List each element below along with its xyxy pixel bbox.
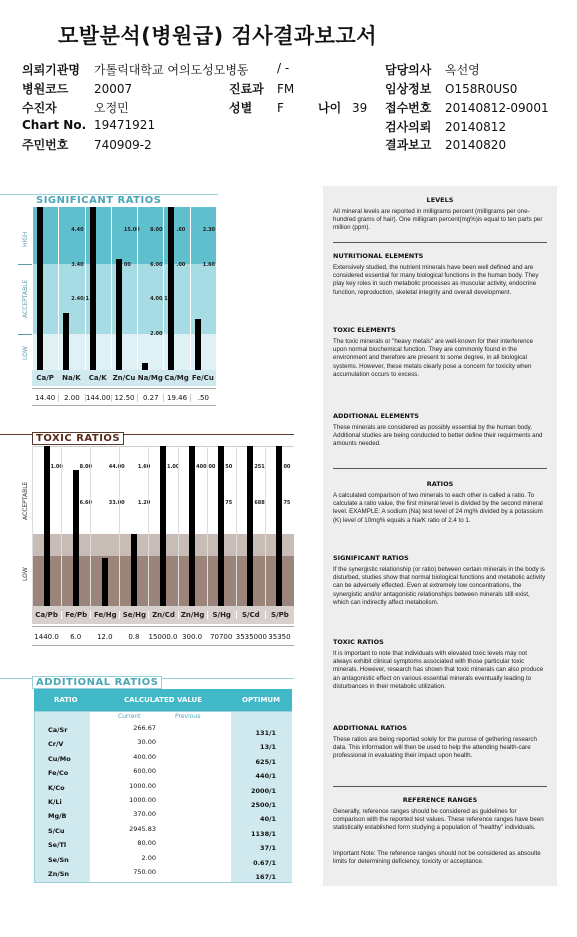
add-optimum-Ca/Sr: 131/1: [255, 729, 276, 737]
tox-tick-mid-S/Cd: 688: [254, 500, 265, 506]
significant-ratios-chart: [32, 207, 216, 370]
additional-ratios-header: [34, 689, 292, 711]
additional-elements-text: These minerals are considered as possibly essential by the human body. Additional studies are being conducted to better define their requirments and amounts needed.: [333, 424, 543, 448]
sig-tick-mid-Ca/Mg: .00: [176, 262, 186, 268]
sig-tick-mid-Na/Mg: 6.00: [150, 262, 163, 268]
tox-bar-S/Hg: [218, 446, 224, 606]
sig-cat-Ca/K: Ca/K: [88, 374, 107, 382]
tox-val-S/Cd: 3535000: [235, 633, 267, 641]
add-ratio-Zn/Sn: Zn/Sn: [48, 870, 70, 878]
add-current-Cr/V: 30.00: [137, 738, 156, 747]
sig-tick-high-Ca/Mg: .60: [176, 227, 186, 233]
tox-tick-top-S/Hg: 50: [225, 464, 233, 470]
add-ratio-Cu/Mo: Cu/Mo: [48, 754, 71, 763]
col-optimum: OPTIMUM: [242, 696, 281, 704]
sig-tick-mid-Zn/Cu: 00: [123, 262, 131, 268]
tox-bar-Ca/Pb: [44, 446, 50, 606]
sig-bar-Ca/K: [90, 207, 96, 370]
tox-bar-Se/Hg: [131, 534, 137, 606]
info-doctor: 담당의사 옥선영: [385, 63, 480, 77]
additional-ratios-title: ADDITIONAL RATIOS: [32, 676, 162, 689]
ratios-text: A calculated comparison of two minerals to each other is called a ratio. To calculate a ratio value, the first mineral level is divided by the second mineral level. EXAMPLE: A sodium (Na) test level of 24 mg% divided by a potassium (K) level of 10mg% equals a Na/K ratio of 2.4 to 1.: [333, 492, 543, 524]
add-ratio-Mg/B: Mg/B: [48, 812, 67, 821]
add-optimum-Zn/Sn: 167/1: [255, 873, 276, 881]
sig-cat-Zn/Cu: Zn/Cu: [112, 374, 136, 382]
add-optimum-Fe/Co: 440/1: [255, 772, 276, 781]
tox-tick-top-Zn/Cd: 1.00: [167, 464, 180, 470]
tox-tick-top-Fe/Hg: 44.00: [108, 464, 125, 470]
add-current-Zn/Sn: 750.00: [133, 868, 156, 876]
sig-bar-Fe/Cu: [195, 319, 201, 370]
sig-tick-low-Na/Mg: 2.00: [150, 331, 163, 337]
info-slash: / -: [277, 61, 290, 75]
sig-tick-mid-Na/K: 3.40: [71, 262, 84, 268]
sig-cat-Na/K: Na/K: [62, 374, 81, 382]
tox-cat-S/Pb: S/Pb: [265, 611, 294, 619]
col-current: Current: [118, 713, 141, 720]
sig-val-Zn/Cu: 12.50: [111, 394, 137, 402]
add-current-K/Li: 1000.00: [129, 796, 156, 804]
add-optimum-Cu/Mo: 625/1: [255, 757, 276, 766]
add-current-K/Co: 1000.00: [129, 781, 156, 790]
info-receipt-no: 접수번호 20140812-09001: [385, 101, 549, 115]
additional-ratios-heading: ADDITIONAL RATIOS: [333, 724, 408, 732]
add-current-Se/Sn: 2.00: [141, 853, 156, 862]
sig-tick-high-Fe/Cu: 2.30: [202, 227, 216, 233]
add-current-Se/Tl: 80.00: [137, 839, 156, 848]
sig-tick-high-Zn/Cu: 15.00: [123, 227, 140, 233]
info-request-date: 검사의뢰 20140812: [385, 120, 507, 134]
sig-cat-Ca/P: Ca/P: [36, 374, 54, 382]
nutritional-heading: NUTRITIONAL ELEMENTS: [333, 252, 424, 260]
add-ratio-K/Co: K/Co: [48, 783, 65, 792]
tox-bar-Fe/Pb: [73, 470, 79, 606]
col-ratio: RATIO: [54, 696, 78, 704]
toxic-elements-heading: TOXIC ELEMENTS: [333, 326, 396, 334]
significant-ratios-categories: [32, 370, 216, 386]
sig-bar-Na/K: [63, 313, 69, 370]
tox-val-Zn/Hg: 300.0: [182, 633, 203, 641]
tox-cat-Zn/Cd: Zn/Cd: [148, 611, 177, 619]
tox-bar-S/Pb: [276, 446, 282, 606]
tox-val-S/Hg: 70700: [210, 633, 233, 641]
info-institution: 의뢰기관명 가톨릭대학교 여의도성모병동: [22, 63, 249, 77]
tox-cat-Se/Hg: Se/Hg: [119, 611, 148, 619]
tox-bar-Zn/Hg: [189, 446, 195, 606]
tox-cat-S/Cd: S/Cd: [236, 611, 265, 619]
toxic-ratios-categories: [32, 606, 294, 624]
sig-val-Ca/K: 144.00: [85, 394, 111, 402]
sig-tick-high-Na/K: 4.40: [71, 227, 84, 233]
toxic-zone-low-label: LOW: [22, 567, 29, 581]
sig-val-Ca/P: 14.40: [35, 394, 56, 402]
additional-ratios-text: These ratios are being reported solely for the purose of gethering research data. This information will then be used to help the attending health-care professional in evaluating their impact upon health.: [333, 736, 537, 760]
add-ratio-Fe/Co: Fe/Co: [48, 769, 69, 778]
sig-tick-mid-Fe/Cu: 1.60: [202, 262, 216, 268]
add-ratio-K/Li: K/Li: [48, 798, 62, 806]
tox-bar-Fe/Hg: [102, 558, 108, 606]
toxic-ratios-values: [32, 626, 294, 646]
add-current-Cu/Mo: 400.00: [133, 752, 156, 761]
levels-heading: LEVELS: [426, 196, 454, 204]
zone-acceptable-label: ACCEPTABLE: [22, 279, 29, 318]
reference-ranges-heading: REFERENCE RANGES: [402, 796, 478, 804]
add-optimum-S/Cu: 1138/1: [251, 829, 276, 838]
info-report-date: 결과보고 20140820: [385, 138, 507, 152]
tox-cat-Ca/Pb: Ca/Pb: [35, 611, 58, 619]
tox-tick-top-Zn/Hg: 400.00: [196, 464, 216, 470]
toxic-ratios-chart: [32, 446, 294, 606]
tox-cat-Zn/Hg: Zn/Hg: [178, 611, 207, 619]
sig-col-Ca/P: [32, 207, 58, 370]
sig-cat-Fe/Cu: Fe/Cu: [191, 374, 214, 382]
sig-tick-acc-Na/Mg: 4.00/1: [150, 296, 168, 302]
tox-tick-top-S/Cd: 251: [254, 464, 265, 470]
sig-val-Fe/Cu: .50: [190, 394, 216, 402]
info-department: 진료과 FM: [229, 82, 295, 96]
tox-val-Ca/Pb: 1440.0: [34, 633, 59, 641]
add-optimum-Se/Sn: 0.67/1: [253, 858, 276, 867]
sig-bar-Na/Mg: [142, 363, 148, 370]
add-ratio-Se/Tl: Se/Tl: [48, 841, 67, 850]
add-optimum-Cr/V: 13/1: [260, 743, 276, 752]
tox-bar-Zn/Cd: [160, 446, 166, 606]
toxic-ratios-heading: TOXIC RATIOS: [333, 638, 384, 646]
add-optimum-Se/Tl: 37/1: [260, 844, 276, 853]
ratios-heading: RATIOS: [426, 480, 454, 488]
report-title: 모발분석(병원급) 검사결과보고서: [58, 24, 378, 48]
explanation-panel: [323, 186, 557, 886]
sig-bar-Ca/P: [37, 207, 43, 370]
tox-tick-mid-Fe/Hg: 33.00: [108, 500, 125, 506]
info-patient: 수진자 오정민: [22, 101, 129, 115]
sig-tick-high-Na/Mg: 8.00: [150, 227, 163, 233]
tox-tick-mid-S/Hg: 75: [225, 500, 233, 506]
sig-tick-acc-Na/K: 2.40/1: [71, 296, 89, 302]
col-previous: Previous: [175, 713, 201, 720]
add-optimum-K/Li: 2500/1: [251, 801, 276, 809]
add-optimum-K/Co: 2000/1: [251, 786, 276, 795]
info-resident-no: 주민번호 740909-2: [22, 138, 152, 152]
sig-cat-Ca/Mg: Ca/Mg: [164, 374, 189, 382]
important-note-text: Important Note: The reference ranges should not be considered as absoulte limits for determining deficiency, toxicity or acceptance.: [333, 850, 541, 866]
reference-ranges-text: Generally, reference ranges should be considered as guidelines for comparison with the reported test values. These reference ranges have been statistically established form studying a population of "healthy" individuals.: [333, 808, 544, 832]
info-age: 나이 39: [318, 101, 368, 115]
info-chart-no: Chart No. 19471921: [22, 118, 156, 132]
tox-val-Se/Hg: 0.8: [128, 633, 140, 641]
add-current-Mg/B: 370.00: [133, 810, 156, 819]
sig-bar-Ca/Mg: [168, 207, 174, 370]
zone-low-label: LOW: [22, 346, 29, 360]
tox-val-S/Pb: 35350: [268, 633, 291, 641]
add-ratio-Ca/Sr: Ca/Sr: [48, 726, 68, 734]
tox-val-Fe/Hg: 12.0: [96, 633, 113, 641]
tox-cat-Fe/Hg: Fe/Hg: [90, 611, 119, 619]
toxic-elements-text: The toxic minerals or "heavy metals" are well-known for their interference upon normal biochemical function. They are commonly found in the environment and therefore are present to some degree, in all biological systems. However, these metals clearly pose a concern for toxicity when accumulation occurs to excess.: [333, 338, 534, 378]
tox-tick-mid-Fe/Pb: 6.60: [79, 500, 92, 506]
sig-bar-Zn/Cu: [116, 259, 122, 370]
levels-text: All mineral levels are reported in milligrams percent (milligrams per one-hundred grams of hair). One milligram percent(mg%)is equal to ten parts per million (ppm).: [333, 208, 543, 232]
info-gender: 성별 F: [229, 101, 284, 115]
tox-tick-mid-Se/Hg: 1.20: [137, 500, 151, 506]
tox-cat-Fe/Pb: Fe/Pb: [61, 611, 90, 619]
add-current-Ca/Sr: 266.67: [133, 724, 156, 732]
add-ratio-Cr/V: Cr/V: [48, 740, 64, 749]
add-current-S/Cu: 2945.83: [129, 824, 156, 833]
significant-ratios-heading: SIGNIFICANT RATIOS: [333, 554, 409, 562]
sig-cat-Na/Mg: Na/Mg: [137, 374, 163, 382]
col-calculated: CALCULATED VALUE: [124, 696, 203, 704]
nutritional-text: Extensively studied, the nutrient minerals have been well defined and are considered essential for many biological functions in the human body. They play key roles in such metabolic processes as muscular activity, endocrine function, reproduction, skeletal integrity and overall development.: [333, 264, 539, 296]
tox-tick-top-S/Pb: 00: [283, 464, 291, 470]
sig-val-Ca/Mg: 19.46: [163, 394, 189, 402]
add-ratio-Se/Sn: Se/Sn: [48, 855, 69, 864]
tox-val-Zn/Cd: 15000.0: [148, 633, 178, 641]
toxic-ratios-text: It is important to note that individuals with elevated toxic levels may not always exhibit clinical symptoms associated with those particular toxic minerals. However, research has shown that toxic minerals can also produce an antagonistic effect on various essential minerals eventually leading to disturbances in their metabolic utilization.: [333, 650, 544, 690]
zone-high-label: HIGH: [22, 231, 29, 247]
additional-elements-heading: ADDITIONAL ELEMENTS: [333, 412, 419, 420]
tox-tick-top-Ca/Pb: 1.00: [50, 464, 63, 470]
add-current-Fe/Co: 600.00: [133, 767, 156, 776]
tox-tick-mid-S/Pb: 75: [283, 500, 291, 506]
toxic-zone-acceptable-label: ACCEPTABLE: [22, 481, 29, 520]
sig-col-Ca/K: [85, 207, 111, 370]
tox-tick-top-Se/Hg: 1.60: [137, 464, 151, 470]
tox-cat-S/Hg: S/Hg: [207, 611, 236, 619]
add-ratio-S/Cu: S/Cu: [48, 826, 65, 835]
tox-tick-top-Fe/Pb: 8.00: [79, 464, 92, 470]
add-optimum-Mg/B: 40/1: [260, 815, 276, 824]
info-clinical: 임상정보 O158R0US0: [385, 82, 518, 96]
significant-ratios-text: If the synergistic relationship (or ratio) between certain minerals in the body is disturbed, studies show that normal biological functions and metabolic activity can be adversely effected. Even at extremely low concentrations, the synergistic and/or antagonistic relationships between minerals still exist, which can indirectly affect metabolism.: [333, 566, 546, 606]
tox-val-Fe/Pb: 6.0: [70, 633, 82, 641]
tox-bar-S/Cd: [247, 446, 253, 606]
info-hospital-code: 병원코드 20007: [22, 82, 133, 96]
sig-val-Na/K: 2.00: [58, 394, 84, 402]
toxic-ratios-title: TOXIC RATIOS: [32, 432, 124, 445]
significant-ratios-values: [32, 388, 216, 406]
significant-ratios-title: SIGNIFICANT RATIOS: [36, 195, 162, 206]
sig-val-Na/Mg: 0.27: [137, 394, 163, 402]
